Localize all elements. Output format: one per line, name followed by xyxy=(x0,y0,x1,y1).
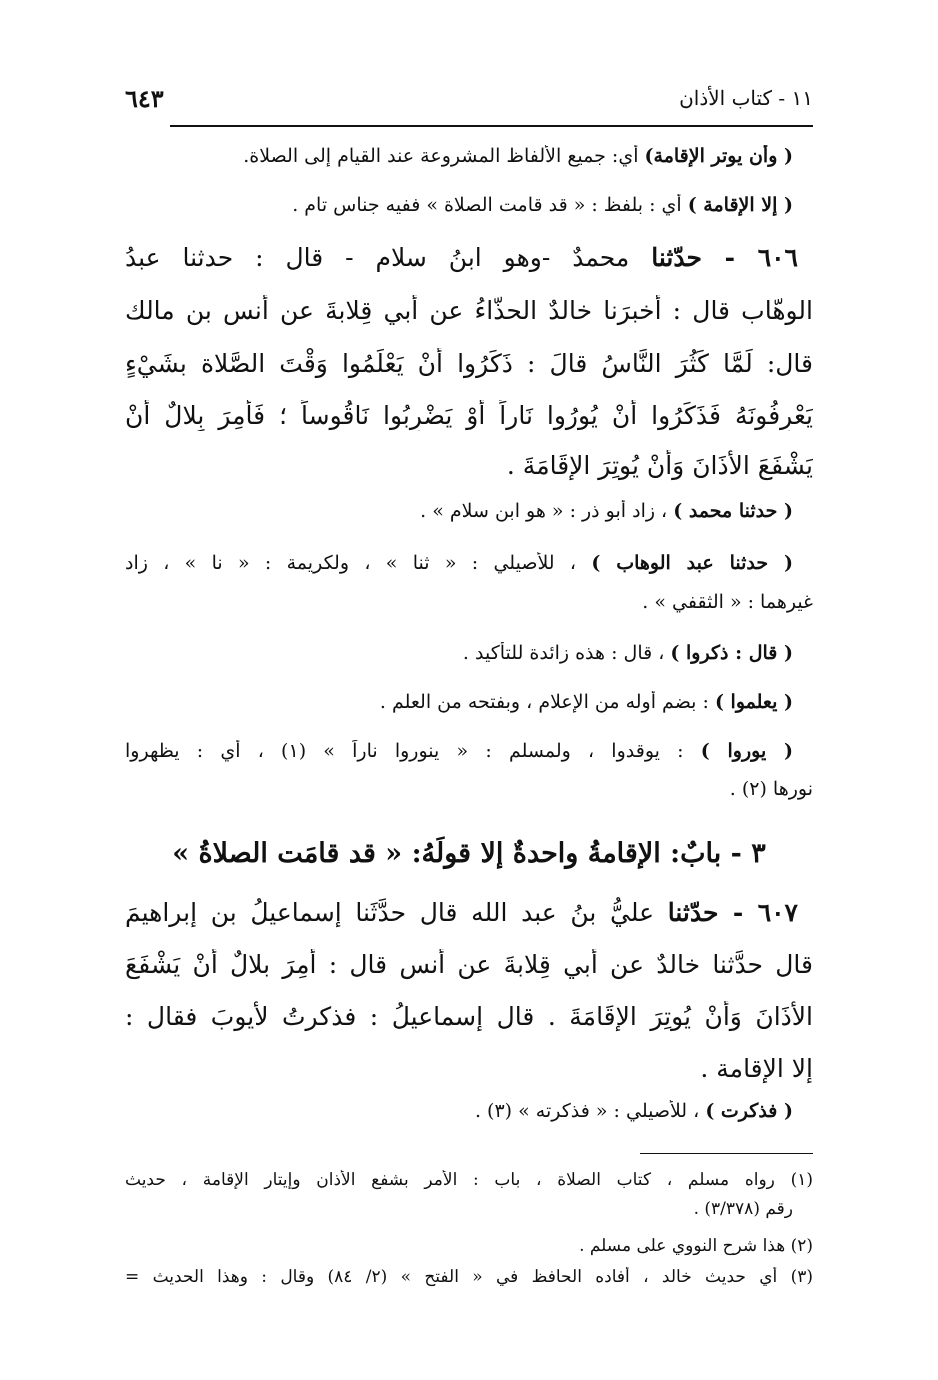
note-line: غيرهما : « الثقفي » . xyxy=(642,591,813,613)
footnote-line: (٢) هذا شرح النووي على مسلم . xyxy=(579,1236,813,1256)
note-term: ( إلا الإقامة ) xyxy=(687,194,793,216)
hadith-number: ٦٠٧ - حدّثنا xyxy=(667,898,798,927)
header-rule xyxy=(170,125,813,127)
note-term: ( يوروا ) xyxy=(700,740,793,762)
note-line xyxy=(125,1100,793,1124)
footnote-rule xyxy=(640,1153,813,1154)
hadith-text: محمدٌ -وهو ابنُ سلامٍ - قال : حدثنا عبدُ xyxy=(125,243,652,272)
note-text: ، زاد أبو ذر : « هو ابن سلام » . xyxy=(420,500,674,522)
hadith-607-line xyxy=(125,897,798,928)
note-line xyxy=(125,642,793,666)
footnote-line: (٣) أي حديث خالد ، أفاده الحافظ في « الفتح » (٢/ ٨٤) وقال : وهذا الحديث = xyxy=(125,1267,813,1287)
chapter-title: ١١ - كتاب الأذان xyxy=(679,86,813,110)
note-line xyxy=(125,145,793,169)
note-line xyxy=(125,194,793,218)
note-term: ( حدثنا محمد ) xyxy=(673,500,793,522)
hadith-number: ٦٠٦ - حدّثنا xyxy=(651,243,798,272)
note-text: أي : بلفظ : « قد قامت الصلاة » ففيه جناس تام . xyxy=(292,194,688,216)
note-line xyxy=(125,552,793,576)
note-line xyxy=(125,740,793,764)
note-line xyxy=(125,691,793,715)
page-number: ٦٤٣ xyxy=(125,84,164,113)
note-term: ( حدثنا عبد الوهاب ) xyxy=(591,552,793,574)
note-text: ، قال : هذه زائدة للتأكيد . xyxy=(462,642,671,664)
note-text: أي: جميع الألفاظ المشروعة عند القيام إلى الصلاة. xyxy=(243,145,645,167)
hadith-607-line: الأَذَانَ وَأَنْ يُوتِرَ الإِقَامَةَ . قال إسماعيلُ : فذكرتُ لأيوبَ فقال : xyxy=(125,1002,813,1031)
note-text: ، للأصيلي : « فذكرته » (٣) . xyxy=(474,1100,706,1122)
hadith-text: عليُّ بنُ عبد الله قال حدَّثَنا إسماعيلُ بن إبراهيمَ xyxy=(125,898,668,927)
footnote-line: رقم (٣/٣٧٨) . xyxy=(693,1199,793,1219)
chapter-heading: ٣ - بابٌ: الإقامةُ واحدةٌ إلا قولَهُ: « قد قامَت الصلاةُ » xyxy=(172,838,766,869)
hadith-606-line: يَشْفَعَ الأَذَانَ وَأَنْ يُوتِرَ الإِقَامَةَ . xyxy=(506,451,813,480)
hadith-606-line: يَعْرِفُونَهُ فَذَكَرُوا أَنْ يُورُوا نَاراً أَوْ يَضْرِبُوا نَاقُوساً ؛ فَأُمِرَ بِلالٌ أَنْ xyxy=(125,401,813,430)
hadith-607-line: قال حدَّثنا خالدٌ عن أبي قِلابةَ عن أنسٍ قال : أُمِرَ بلالٌ أنْ يَشْفَعَ xyxy=(125,950,813,979)
note-text: : بضم أوله من الإعلام ، وبفتحه من العلم . xyxy=(379,691,715,713)
footnote-line: (١) رواه مسلم ، كتاب الصلاة ، باب : الأمر بشفع الأذان وإيتار الإقامة ، حديث xyxy=(125,1170,813,1190)
note-term: ( وأن يوتر الإقامة) xyxy=(644,145,793,167)
hadith-606-line xyxy=(125,242,798,273)
hadith-606-line: الوهّاب قال : أخبرَنا خالدٌ الحذّاءُ عن أبي قِلابةَ عن أنسِ بنِ مالك xyxy=(125,296,813,325)
note-line xyxy=(125,500,793,524)
note-term: ( قال : ذكروا ) xyxy=(670,642,793,664)
running-head xyxy=(125,84,813,118)
note-term: ( فذكرت ) xyxy=(705,1100,793,1122)
note-text: ، للأصيلي : « ثنا » ، ولكريمة : « نا » ، زاد xyxy=(125,552,592,574)
note-term: ( يعلموا ) xyxy=(714,691,793,713)
note-line: نورها (٢) . xyxy=(729,778,813,800)
note-text: : يوقدوا ، ولمسلم : « ينوروا ناراً » (١) ، أي : يظهروا xyxy=(125,740,701,762)
hadith-606-line: قال: لَمَّا كَثُرَ النَّاسُ قالَ : ذَكَرُوا أَنْ يَعْلَمُوا وَقْتَ الصَّلاة بشَيْءٍ xyxy=(125,349,813,378)
hadith-607-line: إلا الإقامة . xyxy=(700,1054,813,1083)
